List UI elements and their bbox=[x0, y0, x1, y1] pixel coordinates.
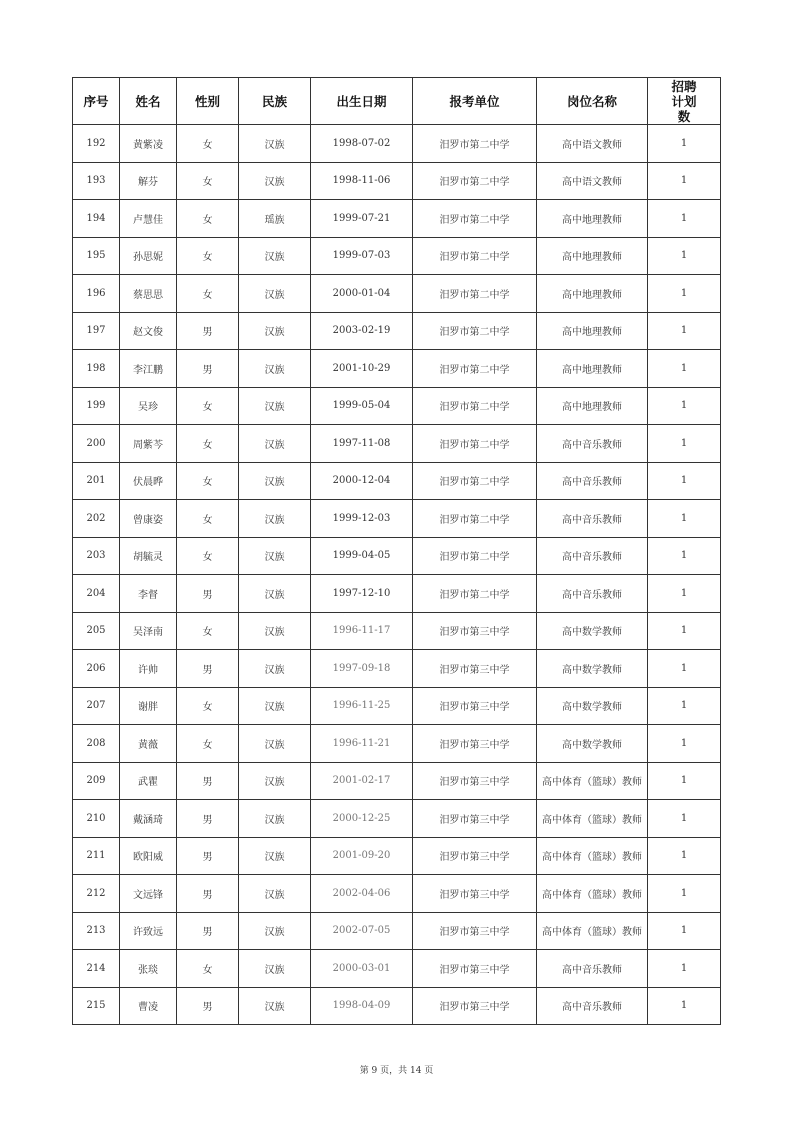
cell-gender: 男 bbox=[177, 350, 239, 388]
cell-name: 文远锋 bbox=[120, 875, 177, 913]
cell-plan-count: 1 bbox=[648, 762, 721, 800]
cell-unit: 汨罗市第三中学 bbox=[413, 800, 537, 838]
cell-unit: 汨罗市第二中学 bbox=[413, 500, 537, 538]
cell-name: 曹凌 bbox=[120, 987, 177, 1025]
cell-ethnicity: 汉族 bbox=[239, 912, 311, 950]
cell-position: 高中音乐教师 bbox=[537, 950, 648, 988]
cell-name: 曾康姿 bbox=[120, 500, 177, 538]
cell-ethnicity: 汉族 bbox=[239, 275, 311, 313]
cell-seq: 199 bbox=[73, 387, 120, 425]
cell-unit: 汨罗市第三中学 bbox=[413, 950, 537, 988]
cell-name: 伏晨晔 bbox=[120, 462, 177, 500]
cell-unit: 汨罗市第二中学 bbox=[413, 125, 537, 163]
cell-birth-date: 1999-07-03 bbox=[311, 237, 413, 275]
cell-seq: 209 bbox=[73, 762, 120, 800]
cell-plan-count: 1 bbox=[648, 875, 721, 913]
cell-plan-count: 1 bbox=[648, 312, 721, 350]
cell-ethnicity: 汉族 bbox=[239, 387, 311, 425]
cell-plan-count: 1 bbox=[648, 162, 721, 200]
cell-ethnicity: 汉族 bbox=[239, 725, 311, 763]
cell-position: 高中音乐教师 bbox=[537, 575, 648, 613]
cell-birth-date: 1998-04-09 bbox=[311, 987, 413, 1025]
cell-ethnicity: 汉族 bbox=[239, 125, 311, 163]
cell-plan-count: 1 bbox=[648, 500, 721, 538]
table-row bbox=[73, 575, 721, 613]
cell-unit: 汨罗市第二中学 bbox=[413, 162, 537, 200]
cell-position: 高中音乐教师 bbox=[537, 462, 648, 500]
cell-seq: 205 bbox=[73, 612, 120, 650]
cell-position: 高中体育（篮球）教师 bbox=[537, 912, 648, 950]
cell-position: 高中数学教师 bbox=[537, 612, 648, 650]
header-position: 岗位名称 bbox=[537, 78, 648, 125]
cell-plan-count: 1 bbox=[648, 275, 721, 313]
cell-birth-date: 1996-11-21 bbox=[311, 725, 413, 763]
cell-gender: 男 bbox=[177, 762, 239, 800]
header-gender: 性别 bbox=[177, 78, 239, 125]
cell-birth-date: 1998-11-06 bbox=[311, 162, 413, 200]
cell-ethnicity: 汉族 bbox=[239, 612, 311, 650]
cell-unit: 汨罗市第三中学 bbox=[413, 687, 537, 725]
table-row bbox=[73, 912, 721, 950]
table-row bbox=[73, 425, 721, 463]
cell-seq: 196 bbox=[73, 275, 120, 313]
cell-position: 高中地理教师 bbox=[537, 275, 648, 313]
cell-birth-date: 1996-11-25 bbox=[311, 687, 413, 725]
cell-gender: 女 bbox=[177, 162, 239, 200]
cell-birth-date: 1997-09-18 bbox=[311, 650, 413, 688]
cell-name: 黄薇 bbox=[120, 725, 177, 763]
cell-seq: 203 bbox=[73, 537, 120, 575]
cell-birth-date: 2000-03-01 bbox=[311, 950, 413, 988]
cell-seq: 207 bbox=[73, 687, 120, 725]
cell-plan-count: 1 bbox=[648, 200, 721, 238]
cell-gender: 女 bbox=[177, 125, 239, 163]
cell-ethnicity: 汉族 bbox=[239, 462, 311, 500]
cell-unit: 汨罗市第二中学 bbox=[413, 350, 537, 388]
cell-seq: 208 bbox=[73, 725, 120, 763]
cell-gender: 女 bbox=[177, 462, 239, 500]
cell-gender: 男 bbox=[177, 800, 239, 838]
cell-position: 高中地理教师 bbox=[537, 237, 648, 275]
cell-ethnicity: 汉族 bbox=[239, 762, 311, 800]
cell-birth-date: 1997-12-10 bbox=[311, 575, 413, 613]
cell-unit: 汨罗市第二中学 bbox=[413, 537, 537, 575]
cell-ethnicity: 汉族 bbox=[239, 987, 311, 1025]
table-header bbox=[73, 78, 721, 125]
table-row bbox=[73, 350, 721, 388]
cell-plan-count: 1 bbox=[648, 462, 721, 500]
cell-ethnicity: 汉族 bbox=[239, 650, 311, 688]
cell-birth-date: 1998-07-02 bbox=[311, 125, 413, 163]
cell-unit: 汨罗市第二中学 bbox=[413, 575, 537, 613]
cell-birth-date: 2003-02-19 bbox=[311, 312, 413, 350]
cell-position: 高中地理教师 bbox=[537, 387, 648, 425]
cell-unit: 汨罗市第二中学 bbox=[413, 425, 537, 463]
cell-gender: 男 bbox=[177, 987, 239, 1025]
table-row bbox=[73, 725, 721, 763]
cell-gender: 男 bbox=[177, 837, 239, 875]
cell-plan-count: 1 bbox=[648, 800, 721, 838]
cell-ethnicity: 汉族 bbox=[239, 875, 311, 913]
table-row bbox=[73, 387, 721, 425]
cell-plan-count: 1 bbox=[648, 650, 721, 688]
header-plan-count: 招聘计划数 bbox=[648, 78, 721, 125]
header-name: 姓名 bbox=[120, 78, 177, 125]
cell-birth-date: 2001-10-29 bbox=[311, 350, 413, 388]
cell-ethnicity: 汉族 bbox=[239, 687, 311, 725]
cell-birth-date: 2000-12-25 bbox=[311, 800, 413, 838]
table-row bbox=[73, 612, 721, 650]
cell-seq: 213 bbox=[73, 912, 120, 950]
cell-name: 黄紫凌 bbox=[120, 125, 177, 163]
cell-plan-count: 1 bbox=[648, 237, 721, 275]
cell-ethnicity: 汉族 bbox=[239, 425, 311, 463]
applicant-table bbox=[72, 77, 721, 1025]
cell-plan-count: 1 bbox=[648, 575, 721, 613]
cell-name: 胡毓灵 bbox=[120, 537, 177, 575]
cell-plan-count: 1 bbox=[648, 687, 721, 725]
table-row bbox=[73, 950, 721, 988]
cell-position: 高中地理教师 bbox=[537, 312, 648, 350]
cell-seq: 211 bbox=[73, 837, 120, 875]
cell-position: 高中音乐教师 bbox=[537, 500, 648, 538]
cell-name: 卢慧佳 bbox=[120, 200, 177, 238]
table-row bbox=[73, 462, 721, 500]
cell-birth-date: 2000-01-04 bbox=[311, 275, 413, 313]
table-body bbox=[73, 125, 721, 1025]
cell-seq: 202 bbox=[73, 500, 120, 538]
cell-gender: 女 bbox=[177, 537, 239, 575]
cell-name: 许帅 bbox=[120, 650, 177, 688]
cell-gender: 女 bbox=[177, 275, 239, 313]
cell-name: 欧阳威 bbox=[120, 837, 177, 875]
cell-unit: 汨罗市第三中学 bbox=[413, 612, 537, 650]
cell-seq: 193 bbox=[73, 162, 120, 200]
cell-position: 高中数学教师 bbox=[537, 687, 648, 725]
table-row bbox=[73, 275, 721, 313]
cell-name: 李江鹏 bbox=[120, 350, 177, 388]
table-row bbox=[73, 687, 721, 725]
cell-plan-count: 1 bbox=[648, 837, 721, 875]
header-ethnicity: 民族 bbox=[239, 78, 311, 125]
cell-ethnicity: 汉族 bbox=[239, 575, 311, 613]
cell-unit: 汨罗市第三中学 bbox=[413, 650, 537, 688]
cell-ethnicity: 汉族 bbox=[239, 537, 311, 575]
cell-unit: 汨罗市第二中学 bbox=[413, 387, 537, 425]
cell-plan-count: 1 bbox=[648, 987, 721, 1025]
cell-gender: 男 bbox=[177, 875, 239, 913]
cell-ethnicity: 汉族 bbox=[239, 350, 311, 388]
cell-position: 高中地理教师 bbox=[537, 350, 648, 388]
cell-position: 高中音乐教师 bbox=[537, 537, 648, 575]
cell-birth-date: 1999-07-21 bbox=[311, 200, 413, 238]
cell-position: 高中语文教师 bbox=[537, 162, 648, 200]
table-row bbox=[73, 800, 721, 838]
cell-seq: 206 bbox=[73, 650, 120, 688]
cell-birth-date: 1997-11-08 bbox=[311, 425, 413, 463]
cell-seq: 194 bbox=[73, 200, 120, 238]
cell-plan-count: 1 bbox=[648, 350, 721, 388]
cell-position: 高中地理教师 bbox=[537, 200, 648, 238]
cell-unit: 汨罗市第三中学 bbox=[413, 987, 537, 1025]
cell-seq: 204 bbox=[73, 575, 120, 613]
cell-gender: 男 bbox=[177, 575, 239, 613]
cell-plan-count: 1 bbox=[648, 950, 721, 988]
cell-seq: 192 bbox=[73, 125, 120, 163]
header-row bbox=[73, 78, 721, 125]
cell-birth-date: 1996-11-17 bbox=[311, 612, 413, 650]
cell-name: 吴泽南 bbox=[120, 612, 177, 650]
cell-plan-count: 1 bbox=[648, 725, 721, 763]
table-row bbox=[73, 125, 721, 163]
cell-unit: 汨罗市第二中学 bbox=[413, 275, 537, 313]
cell-seq: 212 bbox=[73, 875, 120, 913]
table-row bbox=[73, 987, 721, 1025]
cell-name: 许致远 bbox=[120, 912, 177, 950]
cell-birth-date: 2002-04-06 bbox=[311, 875, 413, 913]
cell-unit: 汨罗市第二中学 bbox=[413, 200, 537, 238]
cell-gender: 女 bbox=[177, 612, 239, 650]
cell-name: 吴珍 bbox=[120, 387, 177, 425]
cell-name: 谢胖 bbox=[120, 687, 177, 725]
cell-unit: 汨罗市第二中学 bbox=[413, 312, 537, 350]
cell-name: 赵文俊 bbox=[120, 312, 177, 350]
cell-birth-date: 2001-09-20 bbox=[311, 837, 413, 875]
table-row bbox=[73, 237, 721, 275]
table-row bbox=[73, 762, 721, 800]
table-row bbox=[73, 162, 721, 200]
cell-gender: 男 bbox=[177, 312, 239, 350]
cell-unit: 汨罗市第三中学 bbox=[413, 762, 537, 800]
cell-name: 张琰 bbox=[120, 950, 177, 988]
cell-name: 孙思妮 bbox=[120, 237, 177, 275]
cell-position: 高中数学教师 bbox=[537, 725, 648, 763]
cell-name: 李督 bbox=[120, 575, 177, 613]
cell-ethnicity: 瑶族 bbox=[239, 200, 311, 238]
cell-plan-count: 1 bbox=[648, 612, 721, 650]
cell-position: 高中音乐教师 bbox=[537, 987, 648, 1025]
cell-unit: 汨罗市第三中学 bbox=[413, 725, 537, 763]
cell-name: 武瞿 bbox=[120, 762, 177, 800]
cell-gender: 女 bbox=[177, 687, 239, 725]
cell-seq: 214 bbox=[73, 950, 120, 988]
cell-position: 高中体育（篮球）教师 bbox=[537, 762, 648, 800]
cell-position: 高中体育（篮球）教师 bbox=[537, 800, 648, 838]
cell-unit: 汨罗市第三中学 bbox=[413, 875, 537, 913]
cell-position: 高中语文教师 bbox=[537, 125, 648, 163]
cell-birth-date: 1999-12-03 bbox=[311, 500, 413, 538]
cell-unit: 汨罗市第二中学 bbox=[413, 237, 537, 275]
cell-ethnicity: 汉族 bbox=[239, 237, 311, 275]
cell-gender: 女 bbox=[177, 425, 239, 463]
cell-gender: 女 bbox=[177, 200, 239, 238]
cell-gender: 女 bbox=[177, 500, 239, 538]
cell-plan-count: 1 bbox=[648, 387, 721, 425]
cell-position: 高中体育（篮球）教师 bbox=[537, 875, 648, 913]
cell-gender: 女 bbox=[177, 950, 239, 988]
cell-seq: 210 bbox=[73, 800, 120, 838]
page-footer: 第 9 页，共 14 页 bbox=[359, 1066, 434, 1076]
cell-birth-date: 2000-12-04 bbox=[311, 462, 413, 500]
cell-plan-count: 1 bbox=[648, 125, 721, 163]
cell-birth-date: 1999-04-05 bbox=[311, 537, 413, 575]
cell-seq: 197 bbox=[73, 312, 120, 350]
cell-unit: 汨罗市第三中学 bbox=[413, 837, 537, 875]
header-unit: 报考单位 bbox=[413, 78, 537, 125]
table-row bbox=[73, 537, 721, 575]
cell-position: 高中音乐教师 bbox=[537, 425, 648, 463]
cell-birth-date: 1999-05-04 bbox=[311, 387, 413, 425]
cell-birth-date: 2002-07-05 bbox=[311, 912, 413, 950]
cell-gender: 男 bbox=[177, 912, 239, 950]
cell-seq: 195 bbox=[73, 237, 120, 275]
cell-birth-date: 2001-02-17 bbox=[311, 762, 413, 800]
table-row bbox=[73, 312, 721, 350]
cell-unit: 汨罗市第二中学 bbox=[413, 462, 537, 500]
cell-name: 周紫芩 bbox=[120, 425, 177, 463]
cell-position: 高中体育（篮球）教师 bbox=[537, 837, 648, 875]
table-row bbox=[73, 500, 721, 538]
cell-gender: 男 bbox=[177, 650, 239, 688]
cell-unit: 汨罗市第三中学 bbox=[413, 912, 537, 950]
cell-gender: 女 bbox=[177, 725, 239, 763]
cell-gender: 女 bbox=[177, 387, 239, 425]
cell-seq: 201 bbox=[73, 462, 120, 500]
table-row bbox=[73, 650, 721, 688]
cell-ethnicity: 汉族 bbox=[239, 312, 311, 350]
cell-seq: 200 bbox=[73, 425, 120, 463]
header-birth-date: 出生日期 bbox=[311, 78, 413, 125]
header-seq: 序号 bbox=[73, 78, 120, 125]
cell-seq: 215 bbox=[73, 987, 120, 1025]
cell-name: 蔡思思 bbox=[120, 275, 177, 313]
table-row bbox=[73, 875, 721, 913]
cell-name: 戴涵琦 bbox=[120, 800, 177, 838]
cell-ethnicity: 汉族 bbox=[239, 837, 311, 875]
cell-plan-count: 1 bbox=[648, 537, 721, 575]
cell-ethnicity: 汉族 bbox=[239, 162, 311, 200]
table-row bbox=[73, 200, 721, 238]
cell-gender: 女 bbox=[177, 237, 239, 275]
cell-plan-count: 1 bbox=[648, 425, 721, 463]
cell-seq: 198 bbox=[73, 350, 120, 388]
cell-name: 解芬 bbox=[120, 162, 177, 200]
cell-ethnicity: 汉族 bbox=[239, 800, 311, 838]
cell-position: 高中数学教师 bbox=[537, 650, 648, 688]
table-row bbox=[73, 837, 721, 875]
cell-ethnicity: 汉族 bbox=[239, 500, 311, 538]
cell-ethnicity: 汉族 bbox=[239, 950, 311, 988]
cell-plan-count: 1 bbox=[648, 912, 721, 950]
